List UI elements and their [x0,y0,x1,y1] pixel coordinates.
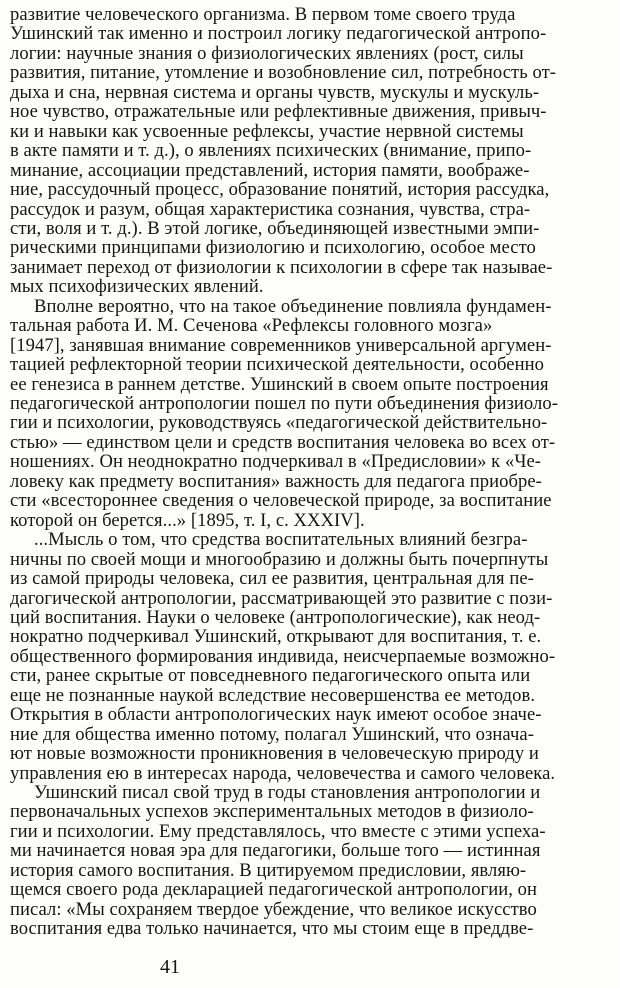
text-line: развития, питание, утомление и возобновление сил, потребность от- [10,62,557,84]
text-line: ловеку как предмету воспитания» важность для педагога приобре- [10,470,542,492]
text-line: занимает переход от физиологии к психологии в сфере так называе- [10,256,553,278]
text-line: еще не познанные наукой вследствие несовершенства ее методов. [10,684,536,706]
text-line: щемся своего рода декларацией педагогической антропологии, он [10,879,538,901]
text-line: дыха и сна, нервная система и органы чувств, мускулы и мускуль- [10,81,540,103]
text-line: ношениях. Он неоднократно подчеркивал в «Предисловии» к «Че- [10,451,542,473]
text-line: первоначальных успехов экспериментальных методов в физиоло- [10,801,534,823]
text-line: ми начинается новая эра для педагогики, больше того — истинная [10,840,541,862]
text-line: ее генезиса в раннем детстве. Ушинский в своем опыте построения [10,373,549,395]
text-line: рическими принципами физиологию и психологию, особое место [10,237,536,259]
page-number: 41 [160,956,180,978]
text-line: [1947], занявшая внимание современников универсальной аргумен- [10,334,552,356]
text-line: ние, рассудочный процесс, образование понятий, история рассудка, [10,179,550,201]
text-line: ций воспитания. Науки о человеке (антропологические), как неод- [10,606,541,628]
text-line: развитие человеческого организма. В первом томе своего труда [10,4,516,25]
text-line: ют новые возможности проникновения в человеческую природу и [10,743,539,765]
text-line: воспитания едва только начинается, что мы стоим еще в преддве- [10,918,534,940]
text-line: Ушинский так именно и построил логику педагогической антропо- [10,23,547,45]
text-line: из самой природы человека, сил ее развития, центральная для пе- [10,568,534,590]
text-line: тальная работа И. М. Сеченова «Рефлексы головного мозга» [10,315,493,337]
text-line: стью» — единством цели и средств воспитания человека во всех от- [10,431,556,453]
text-line: ное чувство, отражательные или рефлективные движения, привыч- [10,101,547,123]
text-line: тацией рефлекторной теории психической деятельности, особенно [10,354,544,376]
text-line: минание, ассоциации представлений, история памяти, воображе- [10,159,530,181]
text-line: нократно подчеркивал Ушинский, открывают для воспитания, т. е. [10,626,542,648]
text-line: Ушинский писал свой труд в годы становления антропологии и [34,782,541,803]
text-line: в акте памяти и т. д.), о явлениях психических (внимание, припо- [10,140,532,162]
text-line: Открытия в области антропологических наук имеют особое значе- [10,704,542,726]
text-line: сти «всестороннее сведения о человеческой природе, за воспитание [10,490,552,512]
text-line: гии и психологии. Ему представлялось, что вместе с этими успеха- [10,820,546,842]
text-line: логии: научные знания о физиологических явлениях (рост, силы [10,42,524,64]
text-line: сти, ранее скрытые от повседневного педагогического опыта или [10,665,531,687]
text-line: ние для общества именно потому, полагал Ушинский, что означа- [10,723,534,745]
text-line: общественного формирования индивида, неисчерпаемые возможно- [10,645,556,667]
text-line: история самого воспитания. В цитируемом предисловии, являю- [10,859,527,881]
text-line: гии и психологии, руководствуясь «педагогической действительно- [10,412,548,434]
text-line: педагогической антропологии пошел по пути объединения физиоло- [10,393,558,414]
text-line: Вполне вероятно, что на такое объединение повлияла фундамен- [34,295,552,317]
text-line: управления ею в интересах народа, человечества и самого человека. [10,762,556,784]
text-line: ничны по своей мощи и многообразию и должны быть почерпнуты [10,548,549,570]
text-line: ...Мысль о том, что средства воспитательных влияний безгра- [34,529,528,551]
text-line: дагогической антропологии, рассматривающей это развитие с пози- [10,587,553,609]
text-line: сти, воля и т. д.). В этой логике, объединяющей известными эмпи- [10,217,540,239]
text-line: писал: «Мы сохраняем твердое убеждение, что великое искусство [10,898,537,920]
text-line: рассудок и разум, общая характеристика сознания, чувства, стра- [10,198,531,220]
text-line: мых психофизических явлений. [10,276,264,298]
text-line: которой он берется...» [1895, т. I, с. XXXIV]. [10,509,365,531]
text-line: ки и навыки как усвоенные рефлексы, участие нервной системы [10,120,524,142]
